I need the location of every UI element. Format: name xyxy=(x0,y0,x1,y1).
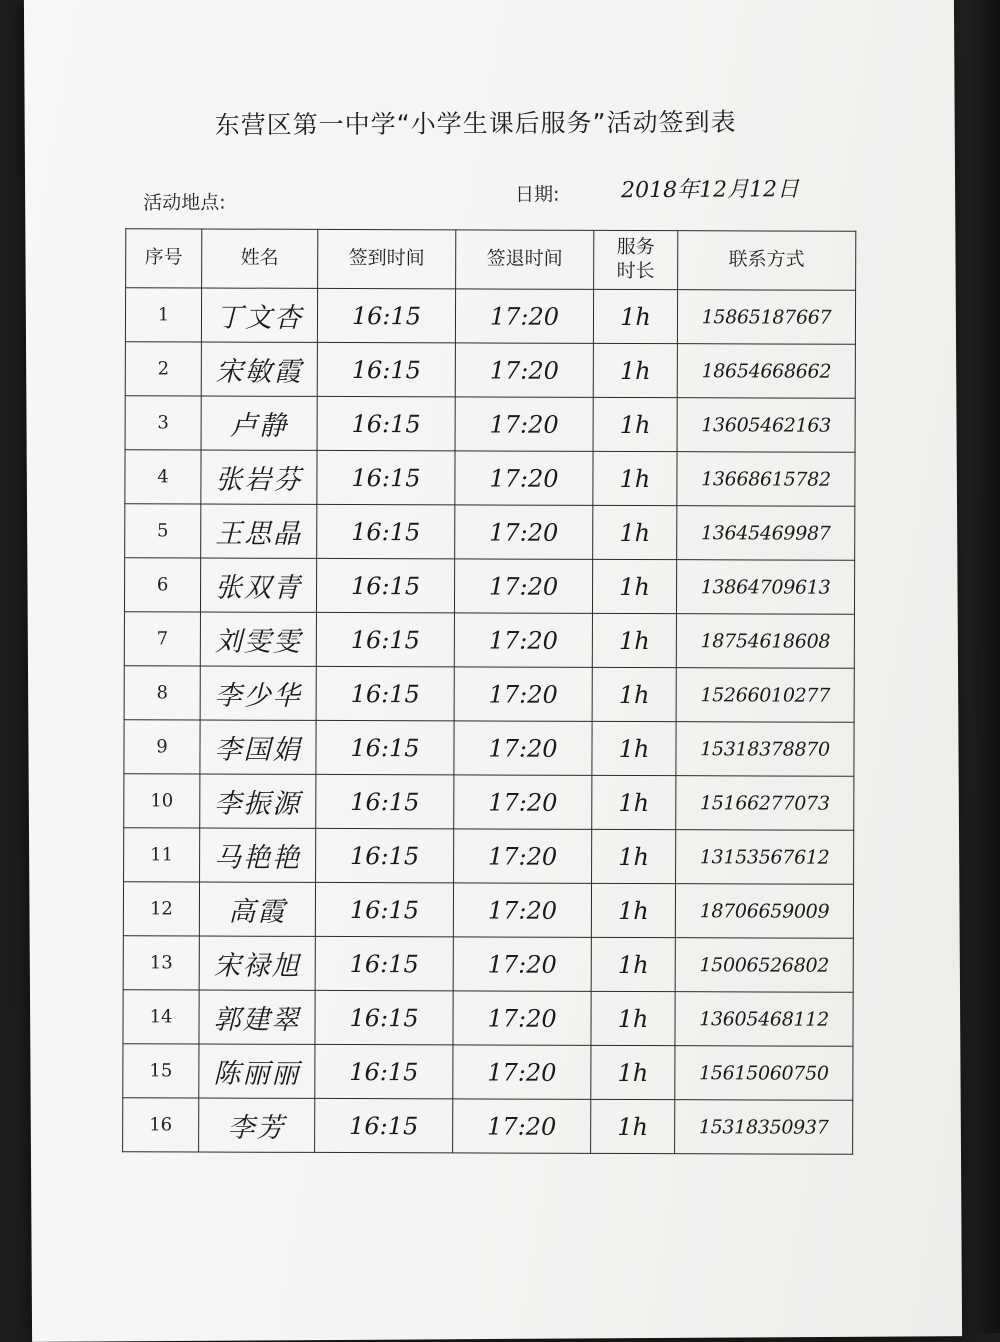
cell-contact: 18754618608 xyxy=(676,614,854,669)
cell-sign-out-time: 17:20 xyxy=(454,613,592,667)
cell-sign-in-time: 16:15 xyxy=(317,288,455,342)
table-row xyxy=(125,396,855,453)
cell-duration: 1h xyxy=(592,667,676,721)
table-row xyxy=(125,288,855,345)
cell-seq: 2 xyxy=(125,342,201,396)
cell-sign-in-time: 16:15 xyxy=(316,612,454,666)
cell-sign-out-time: 17:20 xyxy=(453,1045,591,1099)
table-header-row xyxy=(126,229,856,291)
cell-seq: 16 xyxy=(123,1098,199,1152)
cell-sign-in-time: 16:15 xyxy=(315,990,453,1044)
table-row xyxy=(124,666,854,723)
cell-sign-in-time: 16:15 xyxy=(316,720,454,774)
cell-duration: 1h xyxy=(591,991,675,1045)
table-row xyxy=(124,720,854,777)
cell-sign-out-time: 17:20 xyxy=(453,1099,591,1153)
cell-sign-out-time: 17:20 xyxy=(454,829,592,883)
cell-seq: 3 xyxy=(125,396,201,450)
cell-contact: 13864709613 xyxy=(676,560,854,615)
cell-sign-in-time: 16:15 xyxy=(316,828,454,882)
cell-sign-out-time: 17:20 xyxy=(453,883,591,937)
table-body xyxy=(123,288,856,1155)
cell-seq: 8 xyxy=(124,666,200,720)
cell-sign-in-time: 16:15 xyxy=(317,504,455,558)
cell-sign-out-time: 17:20 xyxy=(453,937,591,991)
cell-duration: 1h xyxy=(593,505,677,559)
table-row xyxy=(125,504,855,561)
cell-duration: 1h xyxy=(592,613,676,667)
location-label: 活动地点: xyxy=(143,191,226,215)
cell-contact: 13153567612 xyxy=(676,830,854,885)
cell-duration: 1h xyxy=(592,559,676,613)
cell-contact: 15318378870 xyxy=(676,722,854,777)
cell-name: 宋禄旭 xyxy=(199,936,315,990)
cell-seq: 11 xyxy=(124,828,200,882)
cell-name: 陈丽丽 xyxy=(199,1044,315,1098)
cell-sign-in-time: 16:15 xyxy=(315,1044,453,1098)
cell-seq: 10 xyxy=(124,774,200,828)
cell-duration: 1h xyxy=(592,829,676,883)
cell-name: 刘雯雯 xyxy=(200,612,316,666)
cell-sign-in-time: 16:15 xyxy=(317,342,455,396)
cell-name: 王思晶 xyxy=(201,504,317,558)
cell-name: 李少华 xyxy=(200,666,316,720)
cell-name: 马艳艳 xyxy=(200,828,316,882)
cell-name: 张双青 xyxy=(200,558,316,612)
cell-sign-in-time: 16:15 xyxy=(316,558,454,612)
cell-sign-in-time: 16:15 xyxy=(315,936,453,990)
header-sign-out-time: 签退时间 xyxy=(456,230,594,289)
cell-seq: 13 xyxy=(123,936,199,990)
table-row xyxy=(125,450,855,507)
cell-name: 李国娟 xyxy=(200,720,316,774)
table-row xyxy=(125,342,855,399)
cell-sign-out-time: 17:20 xyxy=(455,289,593,343)
table-row xyxy=(124,828,854,885)
cell-seq: 4 xyxy=(125,450,201,504)
cell-sign-out-time: 17:20 xyxy=(454,667,592,721)
cell-sign-in-time: 16:15 xyxy=(316,774,454,828)
cell-duration: 1h xyxy=(593,289,677,343)
cell-contact: 15266010277 xyxy=(676,668,854,723)
cell-contact: 13645469987 xyxy=(677,506,855,561)
table-row xyxy=(123,1044,853,1101)
cell-seq: 1 xyxy=(125,288,201,342)
date-value: 2018年12月12日 xyxy=(621,177,800,204)
cell-sign-in-time: 16:15 xyxy=(317,450,455,504)
cell-contact: 15615060750 xyxy=(675,1046,853,1101)
cell-sign-out-time: 17:20 xyxy=(455,451,593,505)
cell-name: 丁文杏 xyxy=(201,288,317,342)
cell-name: 高霞 xyxy=(199,882,315,936)
cell-name: 张岩芬 xyxy=(201,450,317,504)
cell-name: 郭建翠 xyxy=(199,990,315,1044)
cell-contact: 15166277073 xyxy=(676,776,854,831)
cell-sign-out-time: 17:20 xyxy=(453,991,591,1045)
cell-contact: 18706659009 xyxy=(675,884,853,939)
header-seq: 序号 xyxy=(126,229,202,288)
cell-contact: 18654668662 xyxy=(677,344,855,399)
cell-contact: 15006526802 xyxy=(675,938,853,993)
table-row xyxy=(123,936,853,993)
cell-duration: 1h xyxy=(591,1099,675,1153)
cell-seq: 7 xyxy=(124,612,200,666)
cell-name: 卢静 xyxy=(201,396,317,450)
cell-contact: 15865187667 xyxy=(677,290,855,345)
cell-sign-in-time: 16:15 xyxy=(316,666,454,720)
cell-contact: 13605468112 xyxy=(675,992,853,1047)
cell-sign-in-time: 16:15 xyxy=(317,396,455,450)
header-sign-in-time: 签到时间 xyxy=(318,229,456,288)
table-row xyxy=(123,882,853,939)
cell-seq: 12 xyxy=(123,882,199,936)
cell-seq: 14 xyxy=(123,990,199,1044)
cell-contact: 15318350937 xyxy=(675,1100,853,1155)
cell-duration: 1h xyxy=(591,1045,675,1099)
cell-sign-out-time: 17:20 xyxy=(454,775,592,829)
header-contact: 联系方式 xyxy=(678,231,856,291)
cell-name: 李振源 xyxy=(200,774,316,828)
header-duration: 服务 时长 xyxy=(594,230,678,289)
cell-contact: 13605462163 xyxy=(677,398,855,453)
header-name: 姓名 xyxy=(202,229,318,288)
cell-duration: 1h xyxy=(593,343,677,397)
cell-seq: 6 xyxy=(124,558,200,612)
cell-duration: 1h xyxy=(592,775,676,829)
sign-in-sheet xyxy=(24,0,962,1342)
sheet-title: 东营区第一中学“小学生课后服务”活动签到表 xyxy=(214,107,737,140)
table-row xyxy=(124,558,854,615)
cell-sign-out-time: 17:20 xyxy=(454,721,592,775)
cell-duration: 1h xyxy=(591,937,675,991)
attendance-table xyxy=(122,228,856,1155)
cell-name: 宋敏霞 xyxy=(201,342,317,396)
table-row xyxy=(124,774,854,831)
cell-duration: 1h xyxy=(593,451,677,505)
date-label: 日期: xyxy=(515,183,560,206)
cell-sign-in-time: 16:15 xyxy=(315,882,453,936)
cell-duration: 1h xyxy=(591,883,675,937)
cell-seq: 5 xyxy=(125,504,201,558)
cell-sign-in-time: 16:15 xyxy=(315,1098,453,1152)
cell-seq: 9 xyxy=(124,720,200,774)
cell-sign-out-time: 17:20 xyxy=(455,505,593,559)
cell-sign-out-time: 17:20 xyxy=(455,397,593,451)
table-row xyxy=(124,612,854,669)
cell-sign-out-time: 17:20 xyxy=(455,343,593,397)
table-row xyxy=(123,990,853,1047)
table-row xyxy=(123,1098,853,1155)
cell-sign-out-time: 17:20 xyxy=(454,559,592,613)
cell-contact: 13668615782 xyxy=(677,452,855,507)
cell-duration: 1h xyxy=(593,397,677,451)
cell-duration: 1h xyxy=(592,721,676,775)
cell-name: 李芳 xyxy=(199,1098,315,1152)
cell-seq: 15 xyxy=(123,1044,199,1098)
